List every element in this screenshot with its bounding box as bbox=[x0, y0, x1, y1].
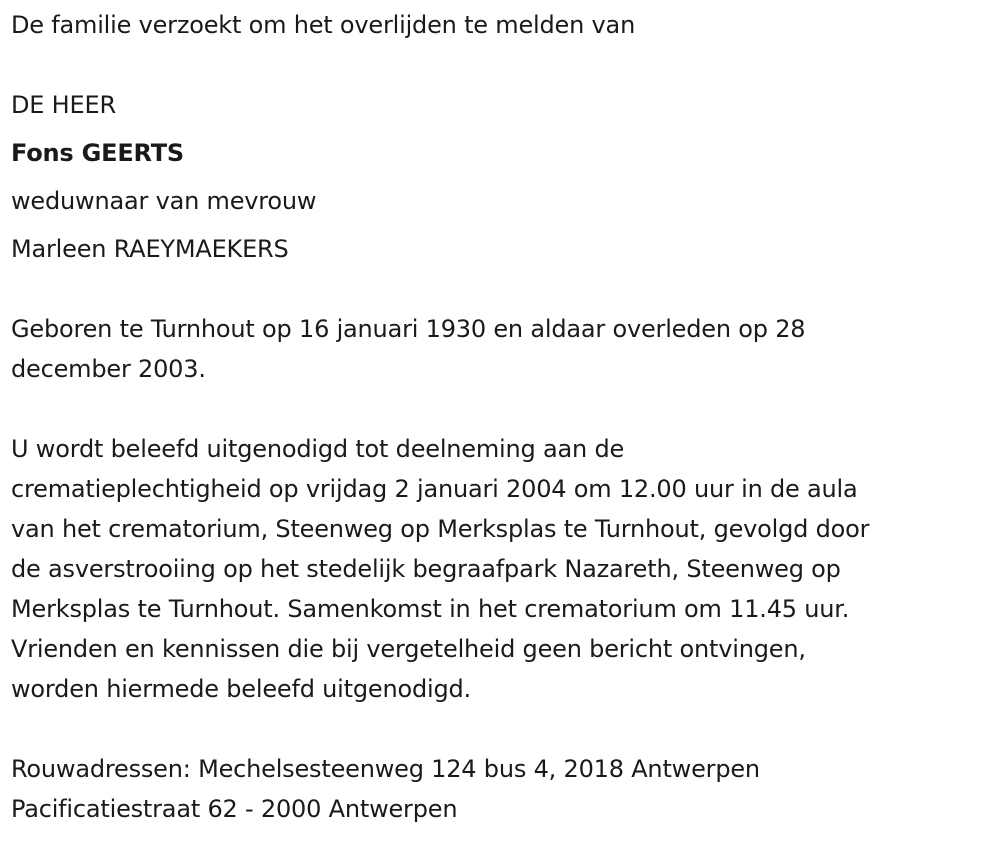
deceased-name: Fons GEERTS bbox=[11, 139, 184, 167]
salutation: DE HEER bbox=[11, 91, 116, 119]
relation-text: weduwnaar van mevrouw bbox=[11, 187, 317, 215]
addresses-line-1: Rouwadressen: Mechelsesteenweg 124 bus 4, 2018 Antwerpen bbox=[11, 755, 760, 783]
birth-death-line-1: Geboren te Turnhout op 16 januari 1930 en aldaar overleden op 28 bbox=[11, 315, 806, 343]
invitation-line-3: van het crematorium, Steenweg op Merksplas te Turnhout, gevolgd door bbox=[11, 515, 870, 543]
invitation-line-6: Vrienden en kennissen die bij vergetelheid geen bericht ontvingen, bbox=[11, 635, 806, 663]
addresses-line-2: Pacificatiestraat 62 - 2000 Antwerpen bbox=[11, 795, 458, 823]
invitation-line-4: de asverstrooiing op het stedelijk begraafpark Nazareth, Steenweg op bbox=[11, 555, 841, 583]
spouse-name: Marleen RAEYMAEKERS bbox=[11, 235, 289, 263]
invitation-line-1: U wordt beleefd uitgenodigd tot deelneming aan de bbox=[11, 435, 625, 463]
intro-text: De familie verzoekt om het overlijden te melden van bbox=[11, 11, 636, 39]
invitation-line-5: Merksplas te Turnhout. Samenkomst in het crematorium om 11.45 uur. bbox=[11, 595, 850, 623]
invitation-line-7: worden hiermede beleefd uitgenodigd. bbox=[11, 675, 471, 703]
invitation-line-2: crematieplechtigheid op vrijdag 2 januari 2004 om 12.00 uur in de aula bbox=[11, 475, 858, 503]
birth-death-line-2: december 2003. bbox=[11, 355, 206, 383]
